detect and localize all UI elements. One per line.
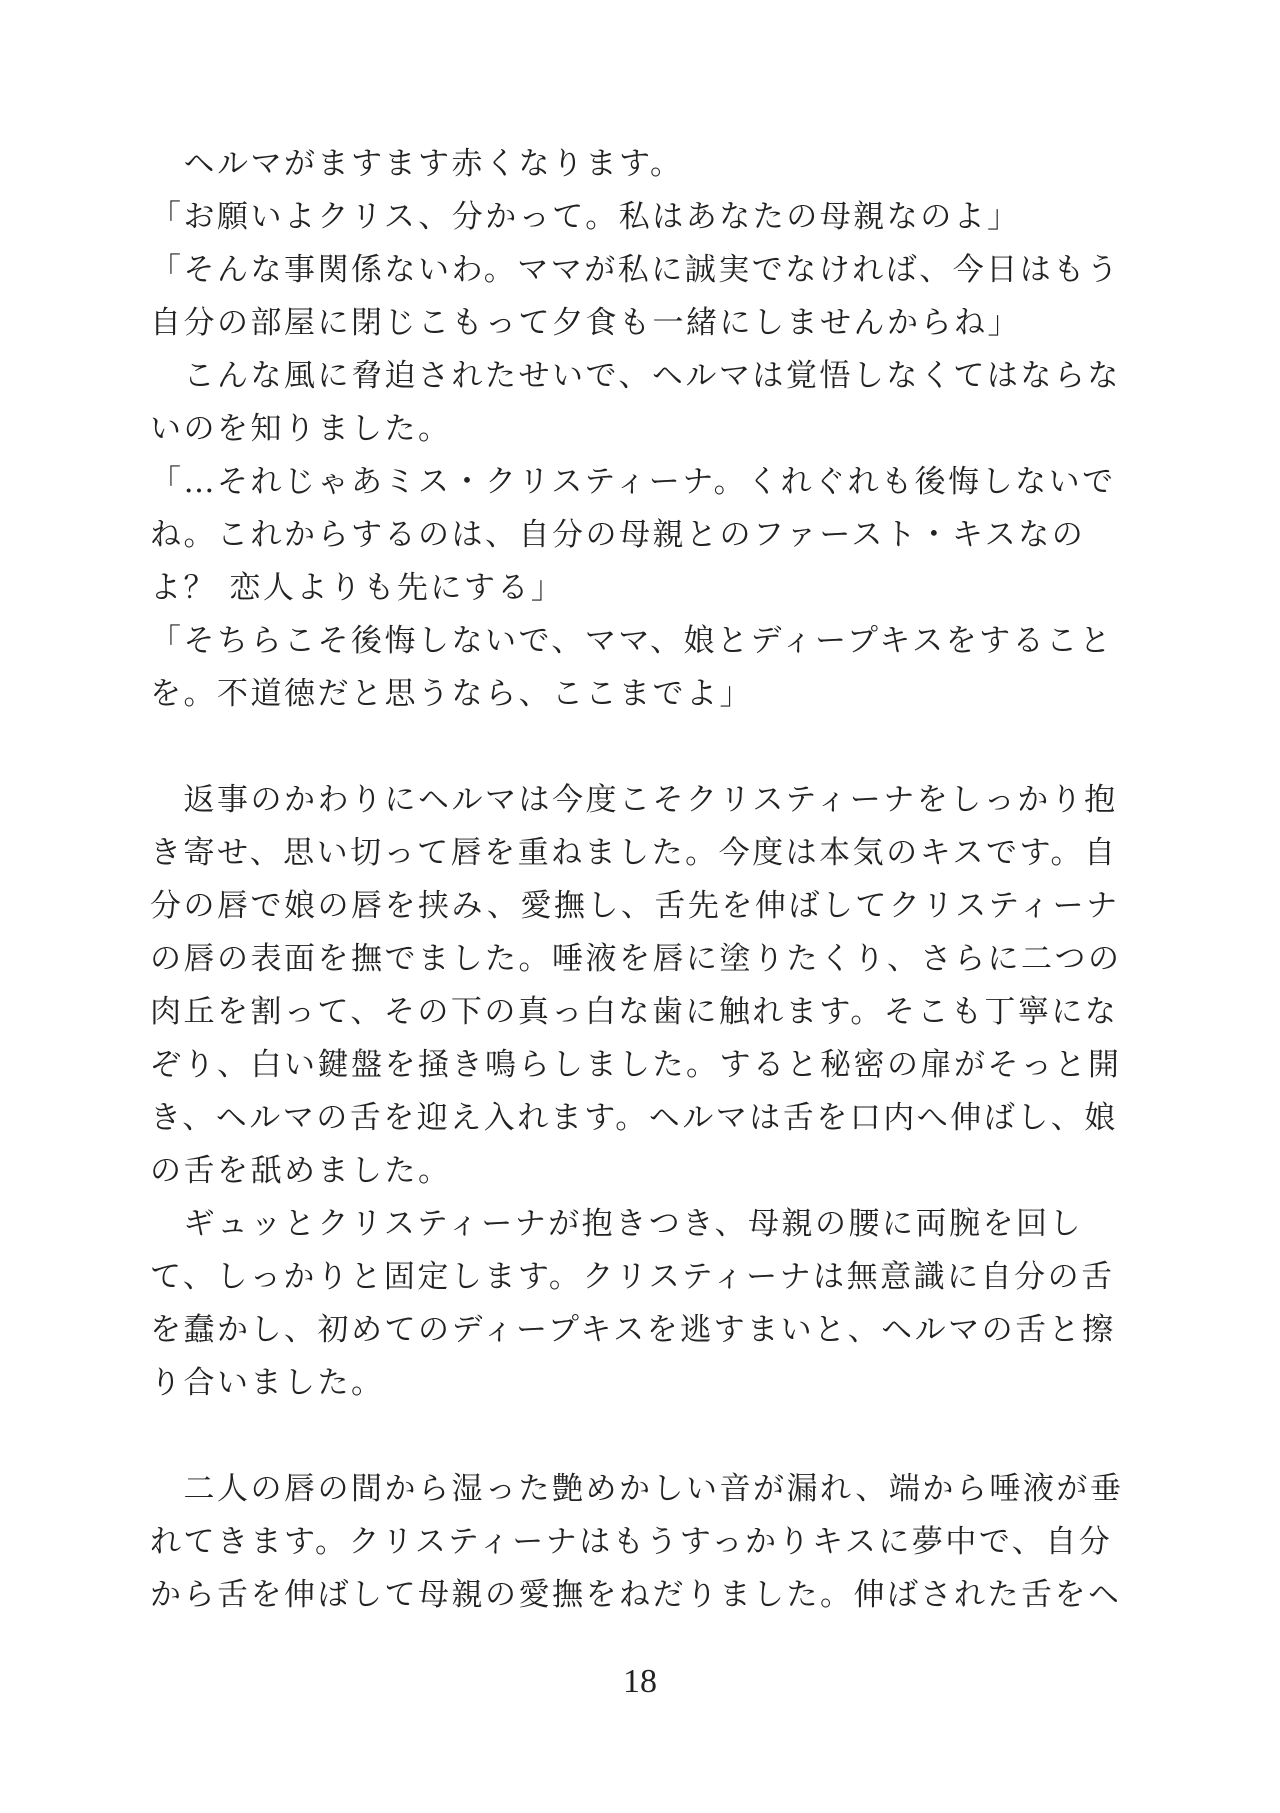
- text-line: れてきます。クリスティーナはもうすっかりキスに夢中で、自分: [150, 1524, 1113, 1560]
- text-line: 「そちらこそ後悔しないで、ママ、娘とディープキスをすること: [150, 623, 1114, 659]
- paragraph-break: [150, 721, 1130, 774]
- text-line: り合いました。: [150, 1365, 385, 1401]
- text-line: 「…それじゃあミス・クリスティーナ。くれぐれも後悔しないで: [150, 464, 1116, 500]
- body-text: [150, 138, 1130, 1622]
- text-line: 自分の部屋に閉じこもって夕食も一緒にしませんからね」: [150, 305, 1021, 341]
- text-line: よ？ 恋人よりも先にする」: [150, 570, 565, 606]
- text-line: こんな風に脅迫されたせいで、ヘルマは覚悟しなくてはならな: [150, 358, 1121, 394]
- text-line: ね。これからするのは、自分の母親とのファースト・キスなの: [150, 517, 1086, 553]
- text-line: 返事のかわりにヘルマは今度こそクリスティーナをしっかり抱: [150, 782, 1118, 818]
- text-line: 肉丘を割って、その下の真っ白な歯に触れます。そこも丁寧にな: [150, 994, 1119, 1030]
- text-line: き寄せ、思い切って唇を重ねました。今度は本気のキスです。自: [150, 835, 1118, 871]
- text-line: 「そんな事関係ないわ。ママが私に誠実でなければ、今日はもう: [150, 252, 1121, 288]
- text-line: 二人の唇の間から湿った艶めかしい音が漏れ、端から唾液が垂: [150, 1471, 1124, 1507]
- text-line: の舌を舐めました。: [150, 1153, 452, 1189]
- paragraph-break: [150, 1410, 1130, 1463]
- text-line: を。不道徳だと思うなら、ここまでよ」: [150, 676, 753, 712]
- text-line: 分の唇で娘の唇を挟み、愛撫し、舌先を伸ばしてクリスティーナ: [150, 888, 1120, 924]
- text-line: ぞり、白い鍵盤を掻き鳴らしました。すると秘密の扉がそっと開: [150, 1047, 1122, 1083]
- text-line: き、ヘルマの舌を迎え入れます。ヘルマは舌を口内へ伸ばし、娘: [150, 1100, 1118, 1136]
- text-line: の唇の表面を撫でました。唾液を唇に塗りたくり、さらに二つの: [150, 941, 1122, 977]
- text-line: から舌を伸ばして母親の愛撫をねだりました。伸ばされた舌をヘ: [150, 1577, 1122, 1613]
- text-line: いのを知りました。: [150, 411, 452, 447]
- text-line: ギュッとクリスティーナが抱きつき、母親の腰に両腕を回し: [150, 1206, 1084, 1242]
- text-line: ヘルマがますます赤くなります。: [150, 146, 684, 182]
- text-line: て、しっかりと固定します。クリスティーナは無意識に自分の舌: [150, 1259, 1115, 1295]
- text-line: 「お願いよクリス、分かって。私はあなたの母親なのよ」: [150, 199, 1021, 235]
- text-line: を蠢かし、初めてのディープキスを逃すまいと、ヘルマの舌と擦: [150, 1312, 1116, 1348]
- page-number: 18: [623, 1663, 657, 1700]
